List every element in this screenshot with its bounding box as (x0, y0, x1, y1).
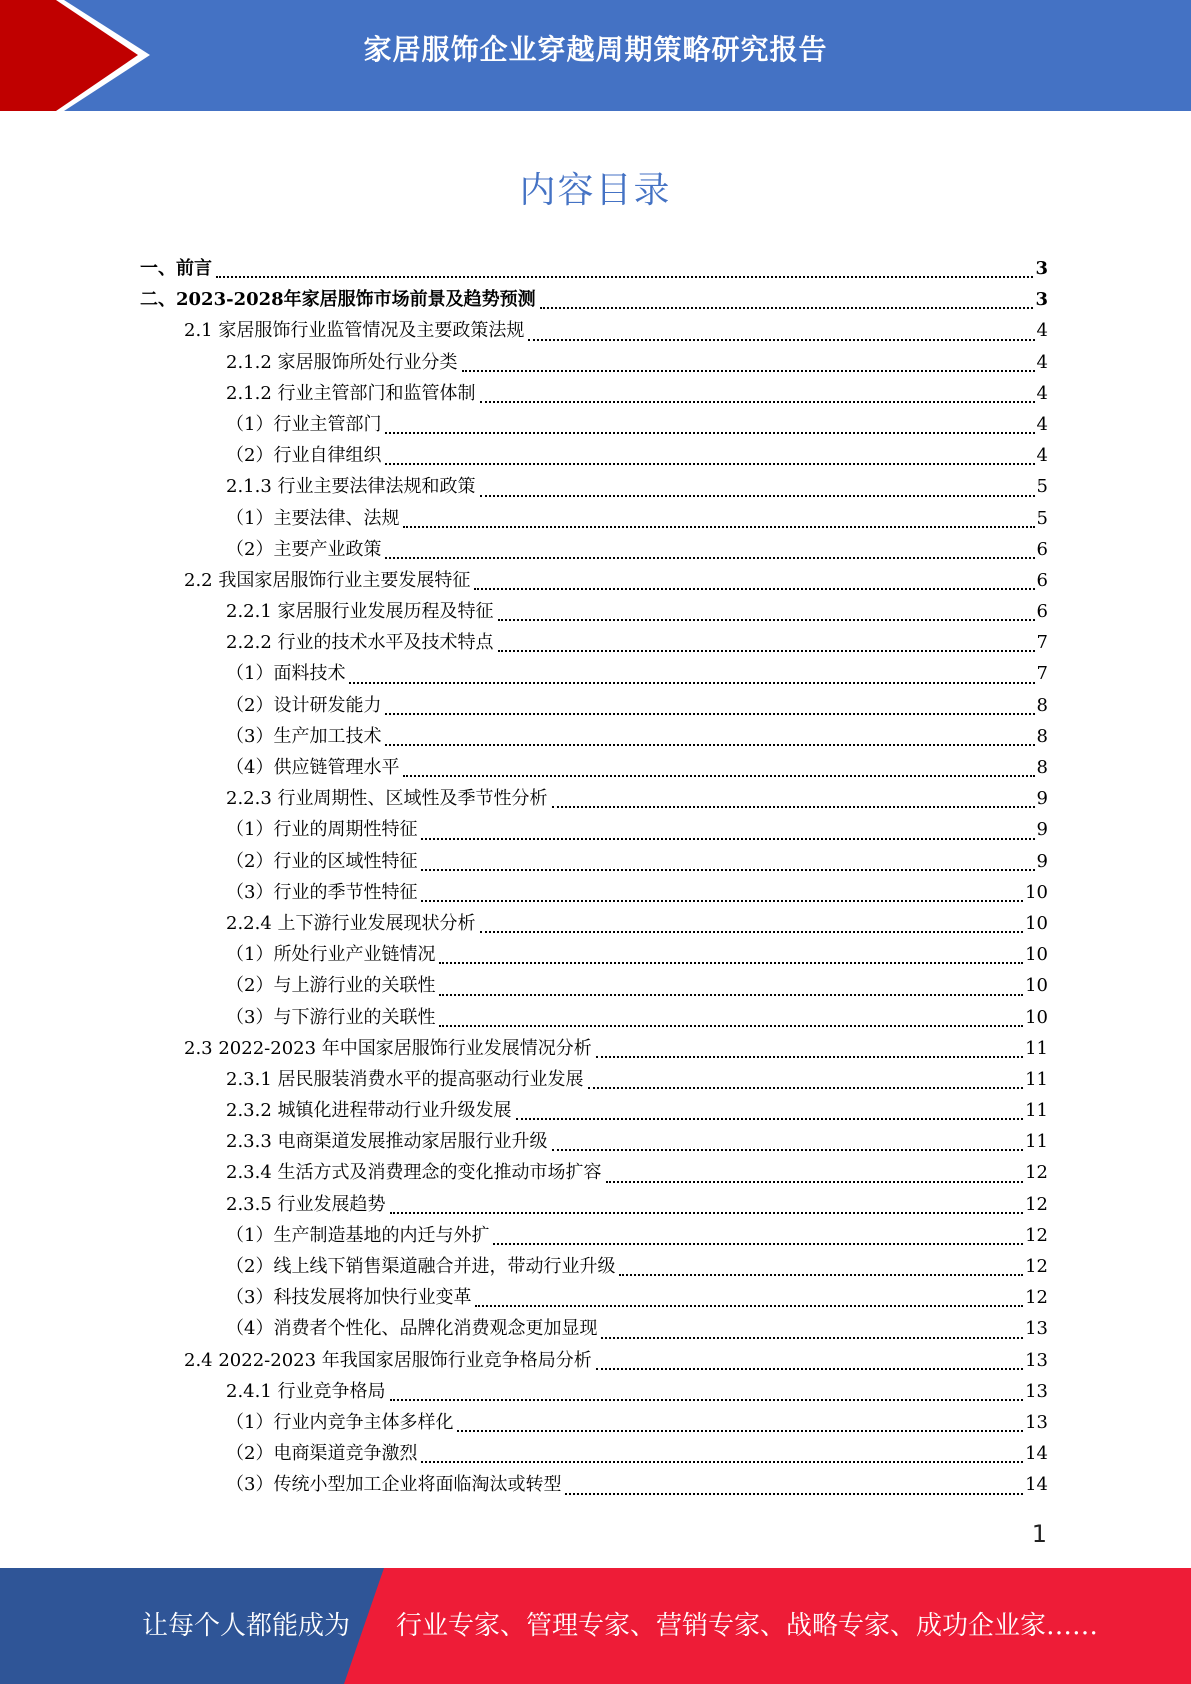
toc-entry[interactable] (140, 379, 1048, 410)
toc-leader-dots (480, 931, 1024, 933)
toc-leader-dots (390, 1399, 1024, 1401)
toc-entry[interactable] (140, 1439, 1048, 1470)
toc-entry-text: 2.2 我国家居服饰行业主要发展特征 (184, 569, 471, 591)
toc-entry[interactable] (140, 472, 1048, 503)
toc-leader-dots (540, 307, 1034, 309)
toc-entry-text: （1）行业内竞争主体多样化 (226, 1411, 454, 1433)
toc-entry-page: 11 (1025, 1068, 1048, 1090)
toc-leader-dots (385, 463, 1034, 465)
toc-entry-page: 4 (1036, 351, 1048, 373)
toc-entry-page: 8 (1036, 757, 1048, 778)
toc-entry-page: 11 (1025, 1100, 1048, 1122)
toc-entry-page: 10 (1025, 1006, 1048, 1028)
toc-leader-dots (403, 526, 1034, 528)
toc-leader-dots (457, 1430, 1023, 1432)
toc-leader-dots (385, 744, 1034, 746)
toc-entry-page: 4 (1036, 320, 1048, 342)
toc-entry[interactable] (140, 1314, 1048, 1345)
toc-leader-dots (385, 557, 1034, 559)
toc-entry-page: 9 (1036, 788, 1048, 810)
toc-entry-text: 2.2.1 家居服行业发展历程及特征 (226, 601, 494, 623)
toc-entry-text: （4）供应链管理水平 (226, 757, 400, 778)
toc-entry[interactable] (140, 628, 1048, 659)
toc-leader-dots (588, 1087, 1024, 1089)
toc-entry[interactable] (140, 971, 1048, 1002)
toc-entry-page: 12 (1025, 1256, 1048, 1277)
toc-entry-text: （2）主要产业政策 (226, 538, 382, 560)
toc-entry-text: 2.3.4 生活方式及消费理念的变化推动市场扩容 (226, 1162, 602, 1184)
toc-entry-text: 2.3.1 居民服装消费水平的提高驱动行业发展 (226, 1068, 584, 1090)
toc-entry[interactable] (140, 1377, 1048, 1408)
toc-entry-text: （3）与下游行业的关联性 (226, 1006, 436, 1028)
toc-entry-page: 6 (1036, 569, 1048, 591)
toc-entry-text: （1）主要法律、法规 (226, 507, 400, 529)
toc-entry-page: 8 (1036, 725, 1048, 747)
toc-entry-text: 2.1.3 行业主要法律法规和政策 (226, 476, 476, 498)
toc-entry[interactable] (140, 1158, 1048, 1189)
toc-entry[interactable] (140, 722, 1048, 753)
toc-entry[interactable] (140, 815, 1048, 846)
toc-leader-dots (439, 962, 1023, 964)
footer-slogan-left: 让每个人都能成为 (142, 1611, 351, 1641)
toc-entry[interactable] (140, 1190, 1048, 1221)
toc-entry-text: （1）面料技术 (226, 663, 346, 685)
toc-entry[interactable] (140, 1034, 1048, 1065)
toc-entry-page: 11 (1025, 1131, 1048, 1153)
toc-entry[interactable] (140, 784, 1048, 815)
toc-entry-text: 2.2.2 行业的技术水平及技术特点 (226, 632, 494, 654)
toc-leader-dots (385, 432, 1034, 434)
toc-leader-dots (528, 339, 1034, 341)
toc-entry[interactable] (140, 348, 1048, 379)
toc-leader-dots (493, 1243, 1023, 1245)
toc-leader-dots (421, 869, 1034, 871)
toc-entry-page: 3 (1035, 258, 1048, 279)
toc-leader-dots (462, 370, 1035, 372)
toc-entry-page: 10 (1025, 944, 1048, 966)
table-of-contents (140, 254, 1048, 1502)
toc-entry-text: 2.1 家居服饰行业监管情况及主要政策法规 (184, 320, 525, 342)
toc-entry-page: 6 (1036, 601, 1048, 623)
toc-entry-page: 6 (1036, 538, 1048, 560)
toc-entry[interactable] (140, 1003, 1048, 1034)
toc-entry-page: 12 (1025, 1224, 1048, 1246)
toc-leader-dots (552, 1149, 1024, 1151)
toc-leader-dots (498, 650, 1035, 652)
toc-entry-text: （2）行业自律组织 (226, 445, 382, 467)
toc-entry[interactable] (140, 1127, 1048, 1158)
toc-entry-text: （3）行业的季节性特征 (226, 881, 418, 903)
toc-entry[interactable] (140, 1096, 1048, 1127)
toc-leader-dots (421, 900, 1023, 902)
toc-entry[interactable] (140, 1252, 1048, 1283)
toc-entry-page: 11 (1025, 1037, 1048, 1059)
toc-entry-text: （2）行业的区域性特征 (226, 850, 418, 872)
toc-entry[interactable] (140, 1221, 1048, 1252)
footer-slogan-right: 行业专家、管理专家、营销专家、战略专家、成功企业家…… (396, 1611, 1099, 1641)
toc-entry[interactable] (140, 753, 1048, 784)
toc-entry[interactable] (140, 441, 1048, 472)
toc-leader-dots (480, 401, 1035, 403)
toc-entry-text: 2.3.3 电商渠道发展推动家居服行业升级 (226, 1131, 548, 1153)
toc-entry-text: 2.3.5 行业发展趋势 (226, 1193, 386, 1215)
toc-leader-dots (390, 1212, 1024, 1214)
toc-leader-dots (349, 682, 1034, 684)
toc-entry-text: （3）生产加工技术 (226, 725, 382, 747)
toc-entry-text: （2）与上游行业的关联性 (226, 975, 436, 997)
toc-entry-text: （4）消费者个性化、品牌化消费观念更加显现 (226, 1318, 598, 1340)
toc-entry[interactable] (140, 1283, 1048, 1314)
toc-entry-page: 4 (1036, 382, 1048, 404)
toc-entry-text: 一、前言 (140, 258, 212, 279)
toc-entry[interactable] (140, 410, 1048, 441)
toc-entry[interactable] (140, 285, 1048, 316)
toc-leader-dots (596, 1056, 1023, 1058)
toc-entry-page: 13 (1025, 1349, 1048, 1371)
toc-leader-dots (475, 1305, 1023, 1307)
toc-entry[interactable] (140, 659, 1048, 690)
toc-leader-dots (498, 619, 1035, 621)
toc-entry-page: 12 (1025, 1193, 1048, 1215)
toc-leader-dots (216, 276, 1033, 278)
toc-entry-page: 14 (1025, 1443, 1048, 1465)
toc-entry[interactable] (140, 597, 1048, 628)
toc-leader-dots (596, 1368, 1023, 1370)
toc-entry-text: 二、2023-2028年家居服饰市场前景及趋势预测 (140, 289, 536, 311)
toc-leader-dots (565, 1493, 1023, 1495)
toc-leader-dots (606, 1181, 1024, 1183)
toc-leader-dots (439, 1025, 1023, 1027)
page-number: 1 (1031, 1520, 1047, 1548)
toc-entry-text: 2.4 2022-2023 年我国家居服饰行业竞争格局分析 (184, 1349, 592, 1371)
toc-entry-text: 2.2.3 行业周期性、区域性及季节性分析 (226, 788, 548, 810)
toc-entry-page: 9 (1036, 819, 1048, 841)
toc-leader-dots (619, 1274, 1023, 1276)
toc-entry[interactable] (140, 691, 1048, 722)
toc-entry[interactable] (140, 316, 1048, 347)
toc-leader-dots (385, 713, 1034, 715)
toc-leader-dots (480, 495, 1035, 497)
toc-entry-page: 10 (1025, 975, 1048, 997)
toc-leader-dots (421, 1461, 1023, 1463)
toc-entry-text: （2）电商渠道竞争激烈 (226, 1443, 418, 1465)
toc-entry-page: 13 (1025, 1318, 1048, 1340)
toc-entry-text: 2.3.2 城镇化进程带动行业升级发展 (226, 1100, 512, 1122)
toc-entry-page: 7 (1036, 663, 1048, 685)
toc-entry-text: （1）行业的周期性特征 (226, 819, 418, 841)
page-header (0, 0, 1191, 111)
toc-entry[interactable] (140, 940, 1048, 971)
toc-entry-page: 10 (1025, 912, 1048, 934)
toc-entry-page: 5 (1036, 507, 1048, 529)
toc-entry-page: 14 (1025, 1474, 1048, 1496)
toc-entry[interactable] (140, 1408, 1048, 1439)
toc-entry-text: 2.4.1 行业竞争格局 (226, 1380, 386, 1402)
toc-title: 内容目录 (519, 170, 672, 211)
toc-leader-dots (516, 1118, 1024, 1120)
toc-entry-text: （1）生产制造基地的内迁与外扩 (226, 1224, 490, 1246)
toc-entry[interactable] (140, 566, 1048, 597)
toc-entry-page: 3 (1035, 289, 1048, 311)
toc-entry-page: 9 (1036, 850, 1048, 872)
toc-entry[interactable] (140, 1346, 1048, 1377)
toc-entry-text: （3）传统小型加工企业将面临淘汰或转型 (226, 1474, 562, 1496)
toc-entry-text: （1）行业主管部门 (226, 413, 382, 435)
header-title: 家居服饰企业穿越周期策略研究报告 (363, 33, 828, 66)
toc-entry-text: 2.1.2 家居服饰所处行业分类 (226, 351, 458, 373)
toc-leader-dots (403, 775, 1034, 777)
toc-entry-text: 2.2.4 上下游行业发展现状分析 (226, 912, 476, 934)
page-footer (0, 1568, 1191, 1684)
toc-entry[interactable] (140, 504, 1048, 535)
toc-entry-text: （2）线上线下销售渠道融合并进，带动行业升级 (226, 1256, 616, 1277)
toc-entry-text: 2.1.2 行业主管部门和监管体制 (226, 382, 476, 404)
toc-entry[interactable] (140, 254, 1048, 285)
toc-entry[interactable] (140, 878, 1048, 909)
toc-entry[interactable] (140, 1470, 1048, 1501)
toc-entry-page: 13 (1025, 1411, 1048, 1433)
toc-leader-dots (474, 588, 1034, 590)
toc-entry-page: 8 (1036, 694, 1048, 716)
toc-entry-text: 2.3 2022-2023 年中国家居服饰行业发展情况分析 (184, 1037, 592, 1059)
toc-leader-dots (439, 994, 1023, 996)
toc-entry-page: 12 (1025, 1162, 1048, 1184)
toc-entry[interactable] (140, 847, 1048, 878)
toc-entry-page: 13 (1025, 1380, 1048, 1402)
toc-entry-text: （3）科技发展将加快行业变革 (226, 1287, 472, 1309)
toc-entry-text: （2）设计研发能力 (226, 694, 382, 716)
toc-entry-page: 10 (1025, 881, 1048, 903)
toc-entry[interactable] (140, 1065, 1048, 1096)
toc-leader-dots (421, 838, 1034, 840)
toc-entry-page: 7 (1036, 632, 1048, 654)
toc-entry[interactable] (140, 909, 1048, 940)
toc-leader-dots (601, 1337, 1023, 1339)
toc-entry[interactable] (140, 535, 1048, 566)
toc-leader-dots (552, 806, 1035, 808)
toc-entry-page: 4 (1036, 445, 1048, 467)
toc-entry-text: （1）所处行业产业链情况 (226, 944, 436, 966)
toc-entry-page: 4 (1036, 413, 1048, 435)
toc-entry-page: 12 (1025, 1287, 1048, 1309)
toc-entry-page: 5 (1036, 476, 1048, 498)
